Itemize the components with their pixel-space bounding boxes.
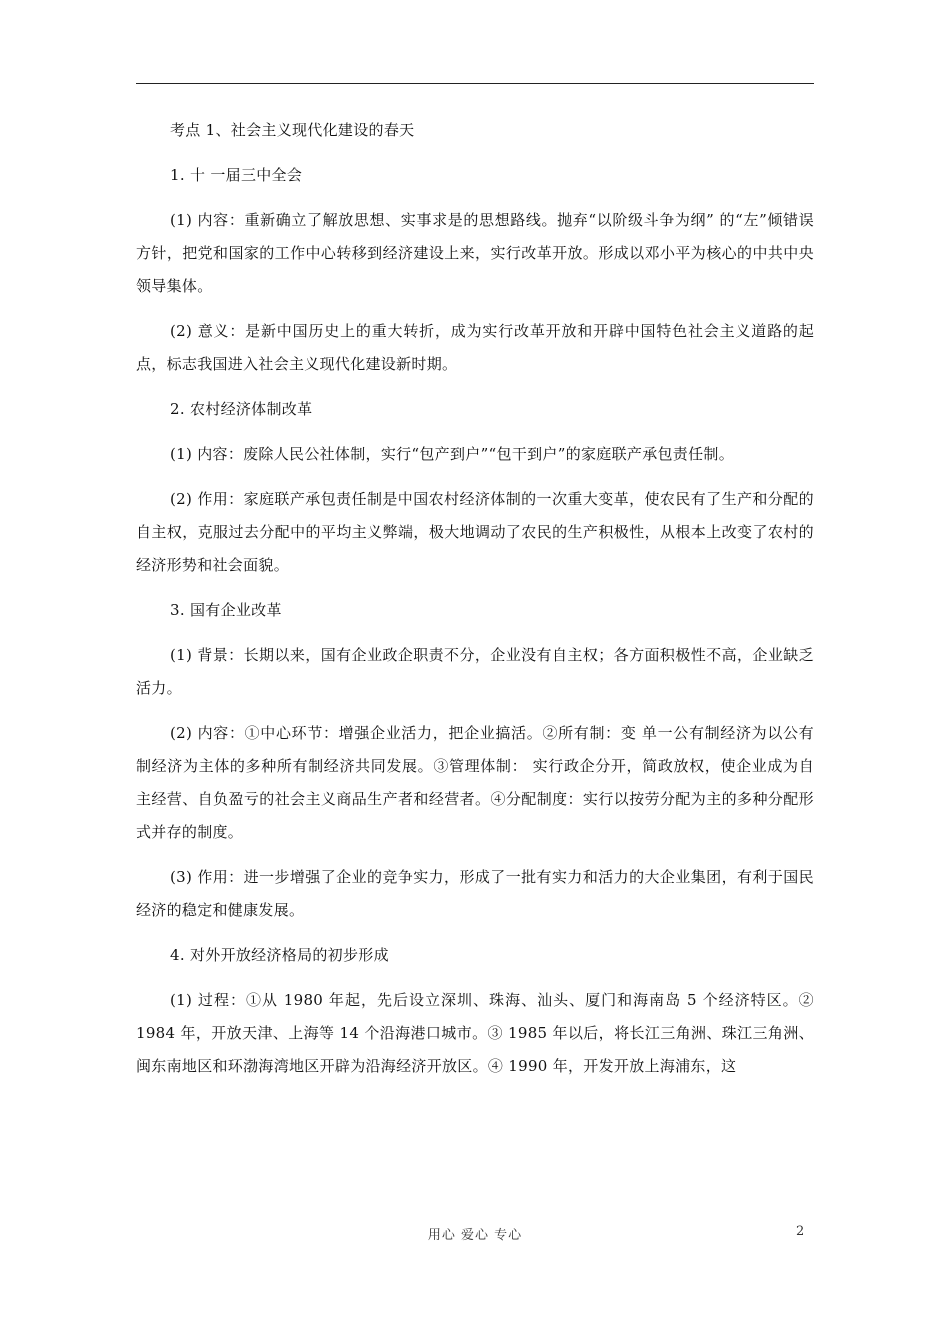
header-rule bbox=[136, 83, 814, 84]
paragraph-effect-2: (2) 作用：家庭联产承包责任制是中国农村经济体制的一次重大变革，使农民有了生产和分配的自主权，克服过去分配中的平均主义弊端，极大地调动了农民的生产积极性，从根本上改变了农村的经济形势和社会面貌。 bbox=[136, 490, 814, 574]
paragraph-effect-3: (3) 作用：进一步增强了企业的竞争实力，形成了一批有实力和活力的大企业集团，有利于国民经济的稳定和健康发展。 bbox=[136, 868, 814, 919]
footer-motto: 用心 爱心 专心 bbox=[427, 1228, 523, 1243]
paragraph-background-3: (1) 背景：长期以来，国有企业政企职责不分，企业没有自主权；各方面积极性不高，企业缺乏活力。 bbox=[136, 646, 814, 697]
paragraph-content-2: (1) 内容：废除人民公社体制，实行“包产到户”“包干到户”的家庭联产承包责任制。 bbox=[170, 445, 734, 463]
subsection-heading-1: 1. 十 一届三中全会 bbox=[170, 166, 303, 184]
section-heading: 考点 1、社会主义现代化建设的春天 bbox=[170, 121, 415, 139]
paragraph-content-1: (1) 内容：重新确立了解放思想、实事求是的思想路线。抛弃“以阶级斗争为纲” 的“左”倾错误方针，把党和国家的工作中心转移到经济建设上来，实行改革开放。形成以邓小平为核心的中共中央领导集体。 bbox=[136, 211, 814, 295]
paragraph-process-4: (1) 过程：①从 1980 年起，先后设立深圳、珠海、汕头、厦门和海南岛 5 个经济特区。② 1984 年，开放天津、上海等 14 个沿海港口城市。③ 1985 年以后，将长江三角洲、珠江三角洲、闽东南地区和环渤海湾地区开辟为沿海经济开放区。④ 1990 年，开发开放上海浦东，这 bbox=[136, 991, 814, 1075]
subsection-heading-2: 2. 农村经济体制改革 bbox=[170, 400, 313, 418]
paragraph-significance-1: (2) 意义：是新中国历史上的重大转折，成为实行改革开放和开辟中国特色社会主义道路的起点，标志我国进入社会主义现代化建设新时期。 bbox=[136, 322, 814, 373]
paragraph-content-3: (2) 内容：①中心环节：增强企业活力，把企业搞活。②所有制：变 单一公有制经济为以公有制经济为主体的多种所有制经济共同发展。③管理体制： 实行政企分开，简政放权，使企业成为自主经营、自负盈亏的社会主义商品生产者和经营者。④分配制度：实行以按劳分配为主的多种分配形式并存的制度。 bbox=[136, 724, 814, 841]
document-body bbox=[136, 114, 814, 1083]
page-number: 2 bbox=[796, 1224, 805, 1239]
subsection-heading-3: 3. 国有企业改革 bbox=[170, 601, 282, 619]
subsection-heading-4: 4. 对外开放经济格局的初步形成 bbox=[170, 946, 389, 964]
